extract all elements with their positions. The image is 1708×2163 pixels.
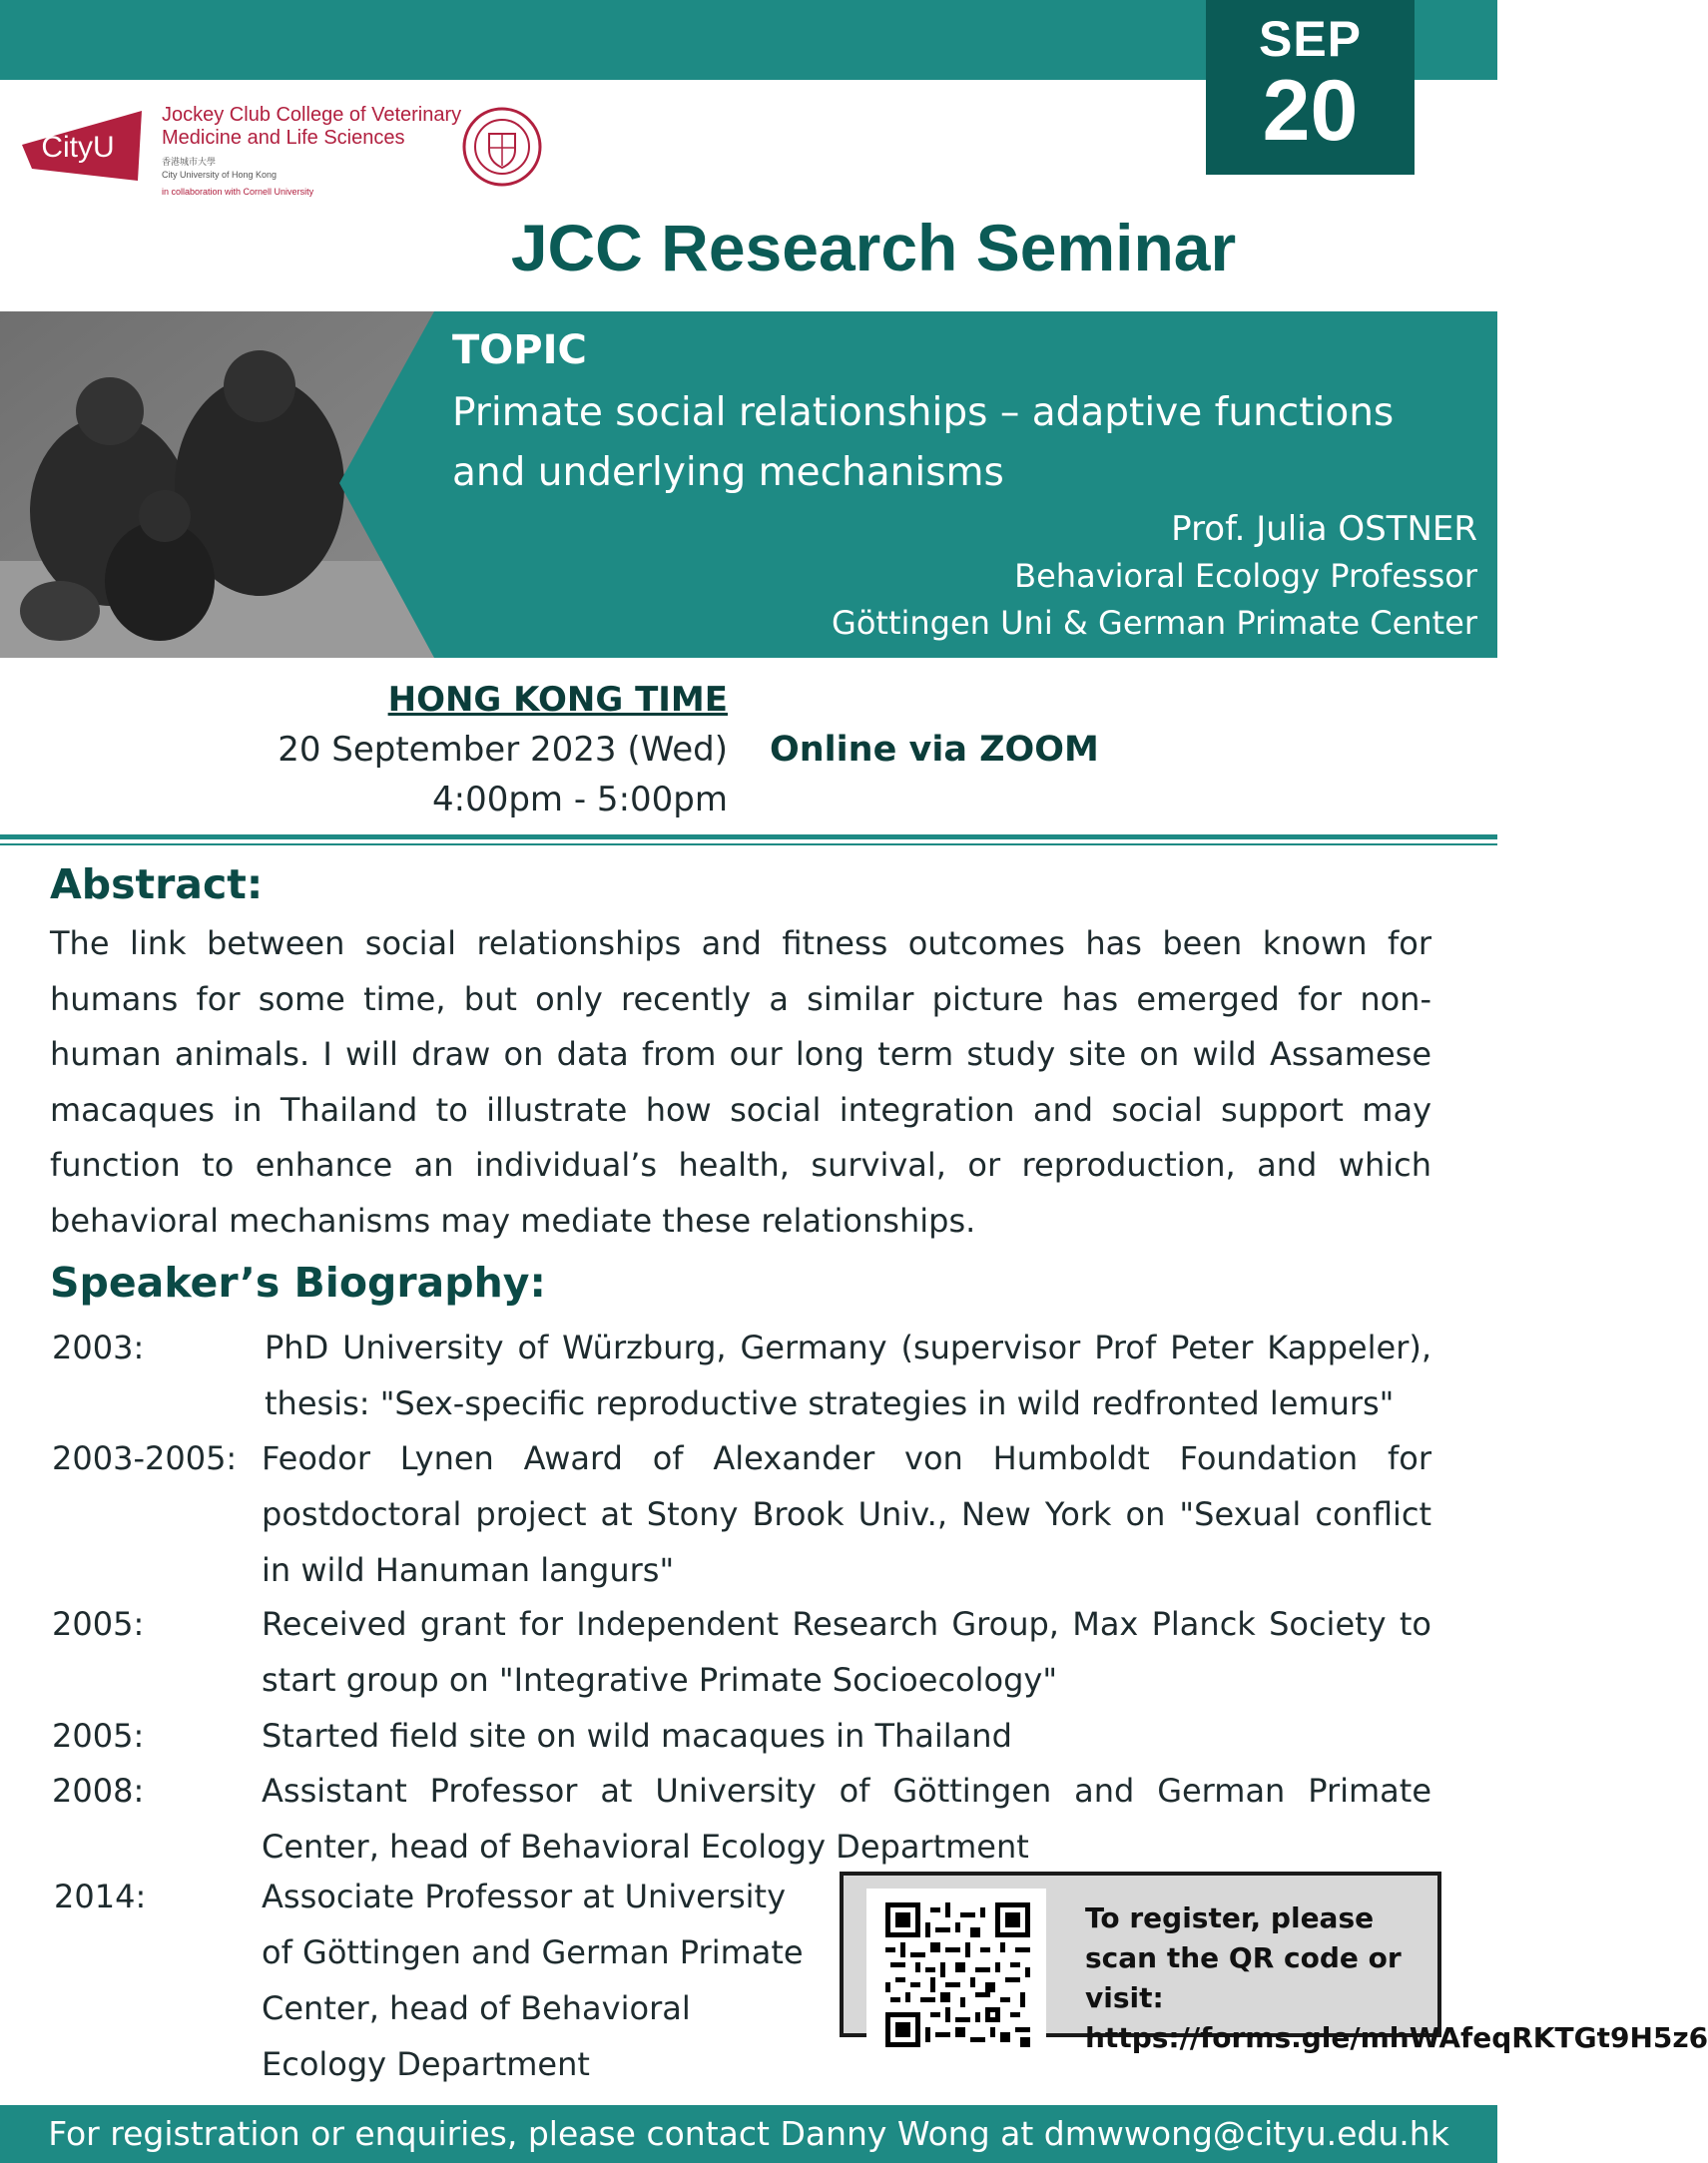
bio-year: 2003-2005: (52, 1439, 238, 1477)
divider-thin (0, 843, 1497, 845)
divider (0, 834, 1497, 839)
register-instructions: To register, please scan the QR code or visit: https://forms.gle/mhWAfeqRKTGt9H5z6 (1085, 1901, 1708, 2054)
speaker-info (832, 505, 1477, 647)
page-title: JCC Research Seminar (510, 211, 1237, 284)
college-line-2: Medicine and Life Sciences (162, 127, 405, 149)
bio-entry: Started field site on wild macaques in Thailand (262, 1717, 1012, 1755)
event-venue: Online via ZOOM (770, 730, 1099, 770)
speaker-role: Behavioral Ecology Professor (1014, 557, 1477, 595)
college-chinese: 香港城市大學 (162, 157, 217, 167)
bio-entry: Associate Professor at University of Göttingen and German Primate Center, head of Behavioral Ecology Department (262, 1878, 804, 2083)
bio-entry: PhD University of Würzburg, Germany (supervisor Prof Peter Kappeler), thesis: "Sex-specific reproductive strategies in wild redfronted lemurs" (265, 1329, 1431, 1422)
biography-heading: Speaker’s Biography: (50, 1259, 546, 1307)
college-collaboration: in collaboration with Cornell University (162, 187, 314, 197)
bio-year: 2003: (52, 1329, 145, 1366)
date-day: 20 (1262, 63, 1359, 159)
logo-text: CityU (41, 131, 115, 164)
event-date: 20 September 2023 (Wed) (278, 730, 728, 770)
speaker-affiliation: Göttingen Uni & German Primate Center (832, 604, 1477, 642)
bio-year: 2014: (54, 1878, 147, 1915)
cornell-seal-icon (461, 106, 543, 188)
abstract-text: The link between social relationships and fitness outcomes has been known for humans for some time, but only recently a similar picture has emerged for non-human animals. I will draw on data from our long term study site on wild Assamese macaques in Thailand to illustrate how social integration and social support may function to enhance an individual’s health, survival, or reproduction, and which behavioral mechanisms may mediate these relationships. (50, 924, 1431, 1240)
bio-year: 2008: (52, 1772, 145, 1810)
date-month: SEP (1258, 11, 1363, 67)
topic-title: Primate social relationships – adaptive functions and underlying mechanisms (452, 390, 1395, 495)
event-hours: 4:00pm - 5:00pm (432, 780, 728, 819)
bio-entry: Assistant Professor at University of Göttingen and German Primate Center, head of Behavioral Ecology Department (262, 1772, 1431, 1866)
qr-code-icon[interactable] (885, 1902, 1030, 2047)
topic-label: TOPIC (452, 327, 587, 373)
abstract-heading: Abstract: (50, 860, 264, 908)
college-university: City University of Hong Kong (162, 170, 278, 180)
time-heading: HONG KONG TIME (387, 680, 728, 720)
college-line-1: Jockey Club College of Veterinary (162, 104, 462, 126)
speaker-name: Prof. Julia OSTNER (1171, 509, 1477, 549)
bio-entry: Received grant for Independent Research Group, Max Planck Society to start group on "Integrative Primate Socioecology" (262, 1605, 1431, 1699)
date-badge (1206, 0, 1415, 175)
bio-year: 2005: (52, 1717, 145, 1755)
bio-entry: Feodor Lynen Award of Alexander von Humboldt Foundation for postdoctoral project at Stony Brook Univ., New York on "Sexual conflict in wild Hanuman langurs" (262, 1439, 1431, 1589)
bio-year: 2005: (52, 1605, 145, 1643)
time-block (278, 675, 728, 824)
college-name (162, 104, 461, 199)
footer-contact: For registration or enquiries, please contact Danny Wong at dmwwong@cityu.edu.hk (0, 2105, 1497, 2163)
cityu-logo-icon (14, 105, 144, 187)
